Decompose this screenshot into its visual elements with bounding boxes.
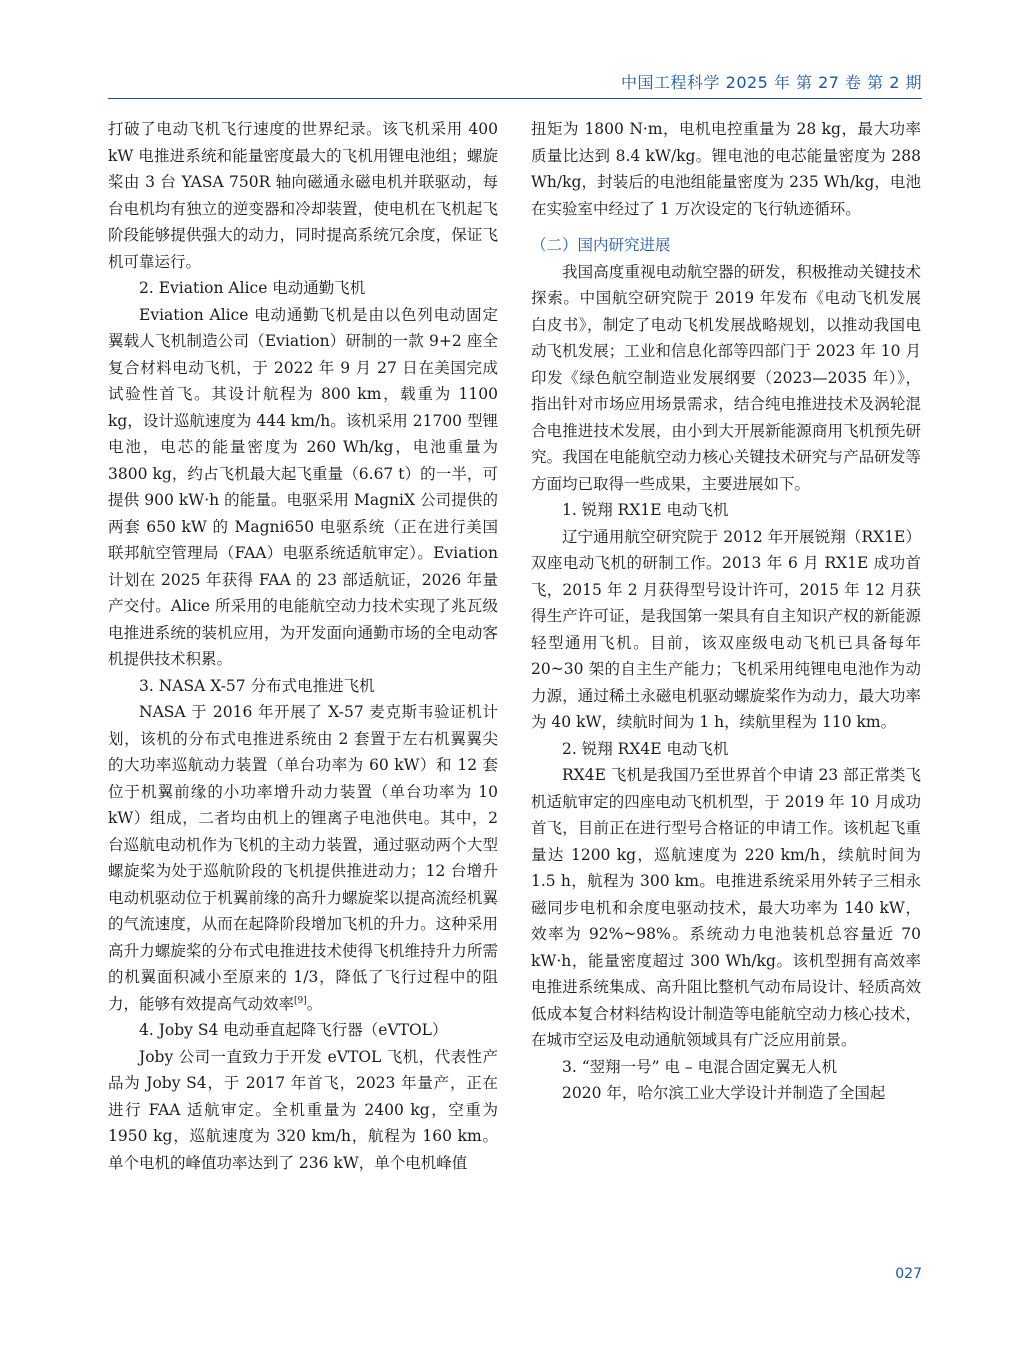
right-paragraph-3: 辽宁通用航空研究院于 2012 年开展锐翔（RX1E）双座电动飞机的研制工作。2013 年 6 月 RX1E 成功首飞，2015 年 2 月获得型号设计许可，2015 年 12 月获得生产许可证，是我国第一架具有自主知识产权的新能源轻型通用飞机。目前，该双座级电动飞机已具备每年 20~30 架的自主生产能力；飞机采用纯锂电电池作为动力源，通过稀土永磁电机驱动螺旋桨作为动力，最大功率为 40 kW，续航时间为 1 h，续航里程为 110 km。	[531, 527, 921, 731]
subheading-eviation-alice: 2. Eviation Alice 电动通勤飞机	[139, 279, 366, 297]
header-rule	[108, 98, 922, 99]
subheading-rx4e: 2. 锐翔 RX4E 电动飞机	[562, 739, 729, 758]
left-paragraph-2: Eviation Alice 电动通勤飞机是由以色列电动固定翼载人飞机制造公司（Eviation）研制的一款 9+2 座全复合材料电动飞机，于 2022 年 9 月 27 日在美国完成试验性首飞。其设计航程为 800 km，载重为 1100 kg，设计巡航速度为 444 km/h。该机采用 21700 型锂电池，电芯的能量密度为 260 Wh/kg，电池重量为 3800 kg，约占飞机最大起飞重量（6.67 t）的一半，可提供 900 kW·h 的能量。电驱采用 MagniX 公司提供的两套 650 kW 的 Magni650 电驱系统（正在进行美国联邦航空管理局（FAA）电驱系统适航审定）。Eviation 计划在 2025 年获得 FAA 的 23 部适航证，2026 年量产交付。Alice 所采用的电能航空动力技术实现了兆瓦级电推进系统的装机应用，为开发面向通勤市场的全电动客机提供技术积累。	[108, 305, 498, 668]
right-paragraph-1: 扭矩为 1800 N·m，电机电控重量为 28 kg，最大功率质量比达到 8.4 kW/kg。锂电池的电芯能量密度为 288 Wh/kg，封装后的电池组能量密度为 235 Wh/kg，电池在实验室中经过了 1 万次设定的飞行轨迹循环。	[531, 120, 921, 218]
left-paragraph-1: 打破了电动飞机飞行速度的世界纪录。该飞机采用 400 kW 电推进系统和能量密度最大的飞机用锂电池组；螺旋桨由 3 台 YASA 750R 轴向磁通永磁电机并联驱动，每台电机均有独立的逆变器和冷却装置，使电机在飞机起飞阶段能够提供强大的动力，同时提高系统冗余度，保证飞机可靠运行。	[108, 120, 498, 271]
left-paragraph-3-text: NASA 于 2016 年开展了 X-57 麦克斯韦验证机计划，该机的分布式电推进系统由 2 套置于左右机翼翼尖的大功率巡航动力装置（单台功率为 60 kW）和 12 套位于机翼前缘的小功率增升动力装置（单台功率为 10 kW）组成，二者均由机上的锂离子电池供电。其中，2 台巡航电动机作为飞机的主动力装置，通过驱动两个大型螺旋桨为处于巡航阶段的飞机提供推进动力；12 台增升电动机驱动位于机翼前缘的高升力螺旋桨以提高流经机翼的气流速度，从而在起降阶段增加飞机的升力。这种采用高升力螺旋桨的分布式电推进技术使得飞机维持升力所需的机翼面积减小至原来的 1/3，降低了飞行过程中的阻力，能够有效提高气动效率	[108, 703, 498, 1013]
journal-header: 中国工程科学 2025 年 第 27 卷 第 2 期	[621, 73, 922, 92]
citation-ref: [9]	[294, 995, 307, 1006]
left-column	[108, 116, 498, 1176]
left-paragraph-4: Joby 公司一直致力于开发 eVTOL 飞机，代表性产品为 Joby S4，于 2017 年首飞，2023 年量产，正在进行 FAA 适航审定。全机重量为 2400 kg，空重为 1950 kg，巡航速度为 320 km/h，航程为 160 km。单个电机的峰值功率达到了 236 kW，单个电机峰值	[108, 1047, 498, 1172]
subheading-rx1e: 1. 锐翔 RX1E 电动飞机	[562, 501, 729, 519]
section-heading-domestic: （二）国内研究进展	[531, 236, 671, 254]
subheading-joby-s4: 4. Joby S4 电动垂直起降飞行器（eVTOL）	[139, 1021, 448, 1039]
right-paragraph-2: 我国高度重视电动航空器的研发，积极推动关键技术探索。中国航空研究院于 2019 年发布《电动飞机发展白皮书》，制定了电动飞机发展战略规划，以推动我国电动飞机发展；工业和信息化部等四部门于 2023 年 10 月印发《绿色航空制造业发展纲要（2023—2035 年）》，指出针对市场应用场景需求，结合纯电推进技术及涡轮混合电推进技术发展，由小到大开展新能源商用飞机预先研究。我国在电能航空动力核心关键技术研究与产品研发等方面均已取得一些成果，主要进展如下。	[531, 262, 921, 493]
right-paragraph-4: RX4E 飞机是我国乃至世界首个申请 23 部正常类飞机适航审定的四座电动飞机机型，于 2019 年 10 月成功首飞，目前正在进行型号合格证的申请工作。该机起飞重量达 1200 kg，巡航速度为 220 km/h，续航时间为 1.5 h，航程为 300 km。电推进系统采用外转子三相永磁同步电机和余度电驱动技术，最大功率为 140 kW，效率为 92%~98%。系统动力电池装机总容量近 70 kW·h，能量密度超过 300 Wh/kg。该机型拥有高效率电推进系统集成、高升阻比整机气动布局设计、轻质高效低成本复合材料结构设计制造等电能航空动力核心技术，在城市空运及电动通航领域具有广泛应用前景。	[531, 766, 921, 1049]
right-paragraph-5: 2020 年，哈尔滨工业大学设计并制造了全国起	[562, 1084, 886, 1102]
left-paragraph-3	[108, 699, 498, 1017]
subheading-yixiang-1: 3. “翌翔一号” 电 – 电混合固定翼无人机	[562, 1057, 838, 1076]
left-paragraph-3-end: 。	[306, 994, 323, 1013]
right-column	[531, 116, 921, 1107]
page-number: 027	[895, 1266, 922, 1282]
subheading-nasa-x57: 3. NASA X-57 分布式电推进飞机	[139, 676, 375, 695]
